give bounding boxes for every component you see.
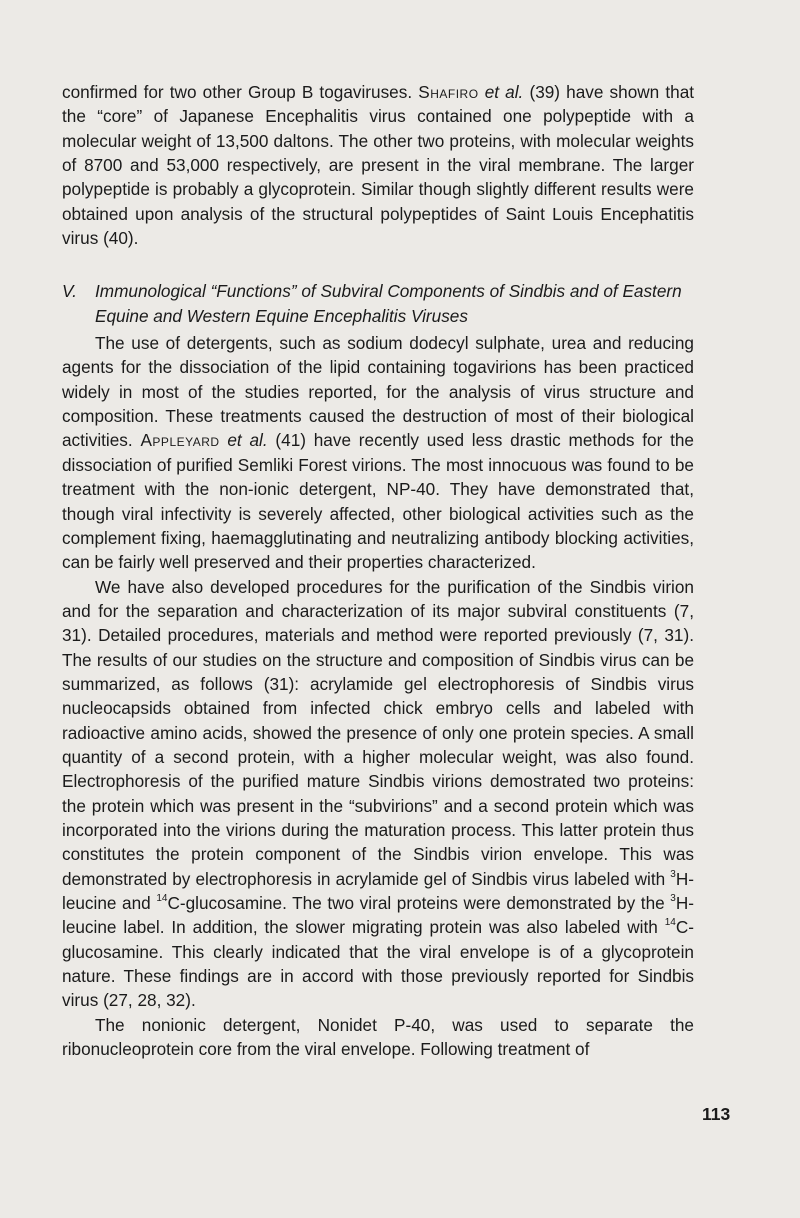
paragraph-group-b-togaviruses: confirmed for two other Group B togaviruses. Shafiro et al. (39) have shown that the “core” of Japanese Encephalitis virus contained one polypeptide with a molecular weight of 13,500 daltons. The other two proteins, with molecular weights of 8700 and 53,000 respectively, are present in the viral membrane. The larger polypeptide is probably a glycoprotein. Similar though slightly different results were obtained upon analysis of the structural polypeptides of Saint Louis Encephatitis virus (40). bbox=[62, 82, 695, 249]
section-heading: V. Immunological “Functions” of Subviral Components of Sindbis and of Eastern Equine and Western Equine Encephalitis Viruses bbox=[62, 281, 682, 326]
paragraph-sindbis-purification: We have also developed procedures for the purification of the Sindbis virion and for the separation and characterization of its major subviral constituents (7, 31). Detailed procedures, materials and method were reported previously (7, 31). The results of our studies on the structure and composition of Sindbis virus can be summarized, as follows (31): acrylamide gel electrophoresis of Sindbis virus nucleocapsids obtained from infected chick embryo cells and labeled with radioactive amino acids, showed the presence of only one protein species. A small quantity of a second protein, with a higher molecular weight, was also found. Electrophoresis of the purified mature Sindbis virions demostrated two proteins: the protein which was present in the “subvirions” and a second protein which was incorporated into the virions during the maturation process. This latter protein thus constitutes the protein component of the Sindbis virion envelope. This was demonstrated by electrophoresis in acrylamide gel of Sindbis virus labeled with $^3$H-leucine and $^{14}$C-glucosamine. The two viral proteins were demonstrated by the $^3$H-leucine label. In addition, the slower migrating protein was also labeled with $^{14}$C-glucosamine. This clearly indicated that the viral envelope is of a glycoprotein nature. These findings are in accord with those previously reported for Sindbis virus (27, 28, 32). bbox=[62, 576, 694, 1011]
paragraph-detergents: The use of detergents, such as sodium dodecyl sulphate, urea and reducing agents for the dissociation of the lipid containing togavirions has been practiced widely in most of the studies reported, for the analysis of virus structure and composition. These treatments caused the destruction of most of their biological activities. Appleyard et al. (41) have recently used less drastic methods for the dissociation of purified Semliki Forest virions. The most innocuous was found to be treatment with the non-ionic detergent, NP-40. They have demonstrated that, though viral infectivity is severely affected, other biological activities such as the complement fixing, haemagglutinating and neutralizing antibody blocking activities, can be fairly well preserved and their properties characterized. bbox=[62, 333, 694, 573]
author-name: Shafiro bbox=[418, 82, 479, 102]
page-body bbox=[62, 80, 694, 1061]
author-name: Appleyard bbox=[140, 430, 220, 451]
paragraph-nonidet: The nonionic detergent, Nonidet P-40, was used to separate the ribonucleoprotein core from the viral envelope. Following treatment of bbox=[62, 1014, 694, 1060]
page-number: 113 bbox=[702, 1104, 731, 1124]
section-number: V. bbox=[62, 281, 77, 302]
